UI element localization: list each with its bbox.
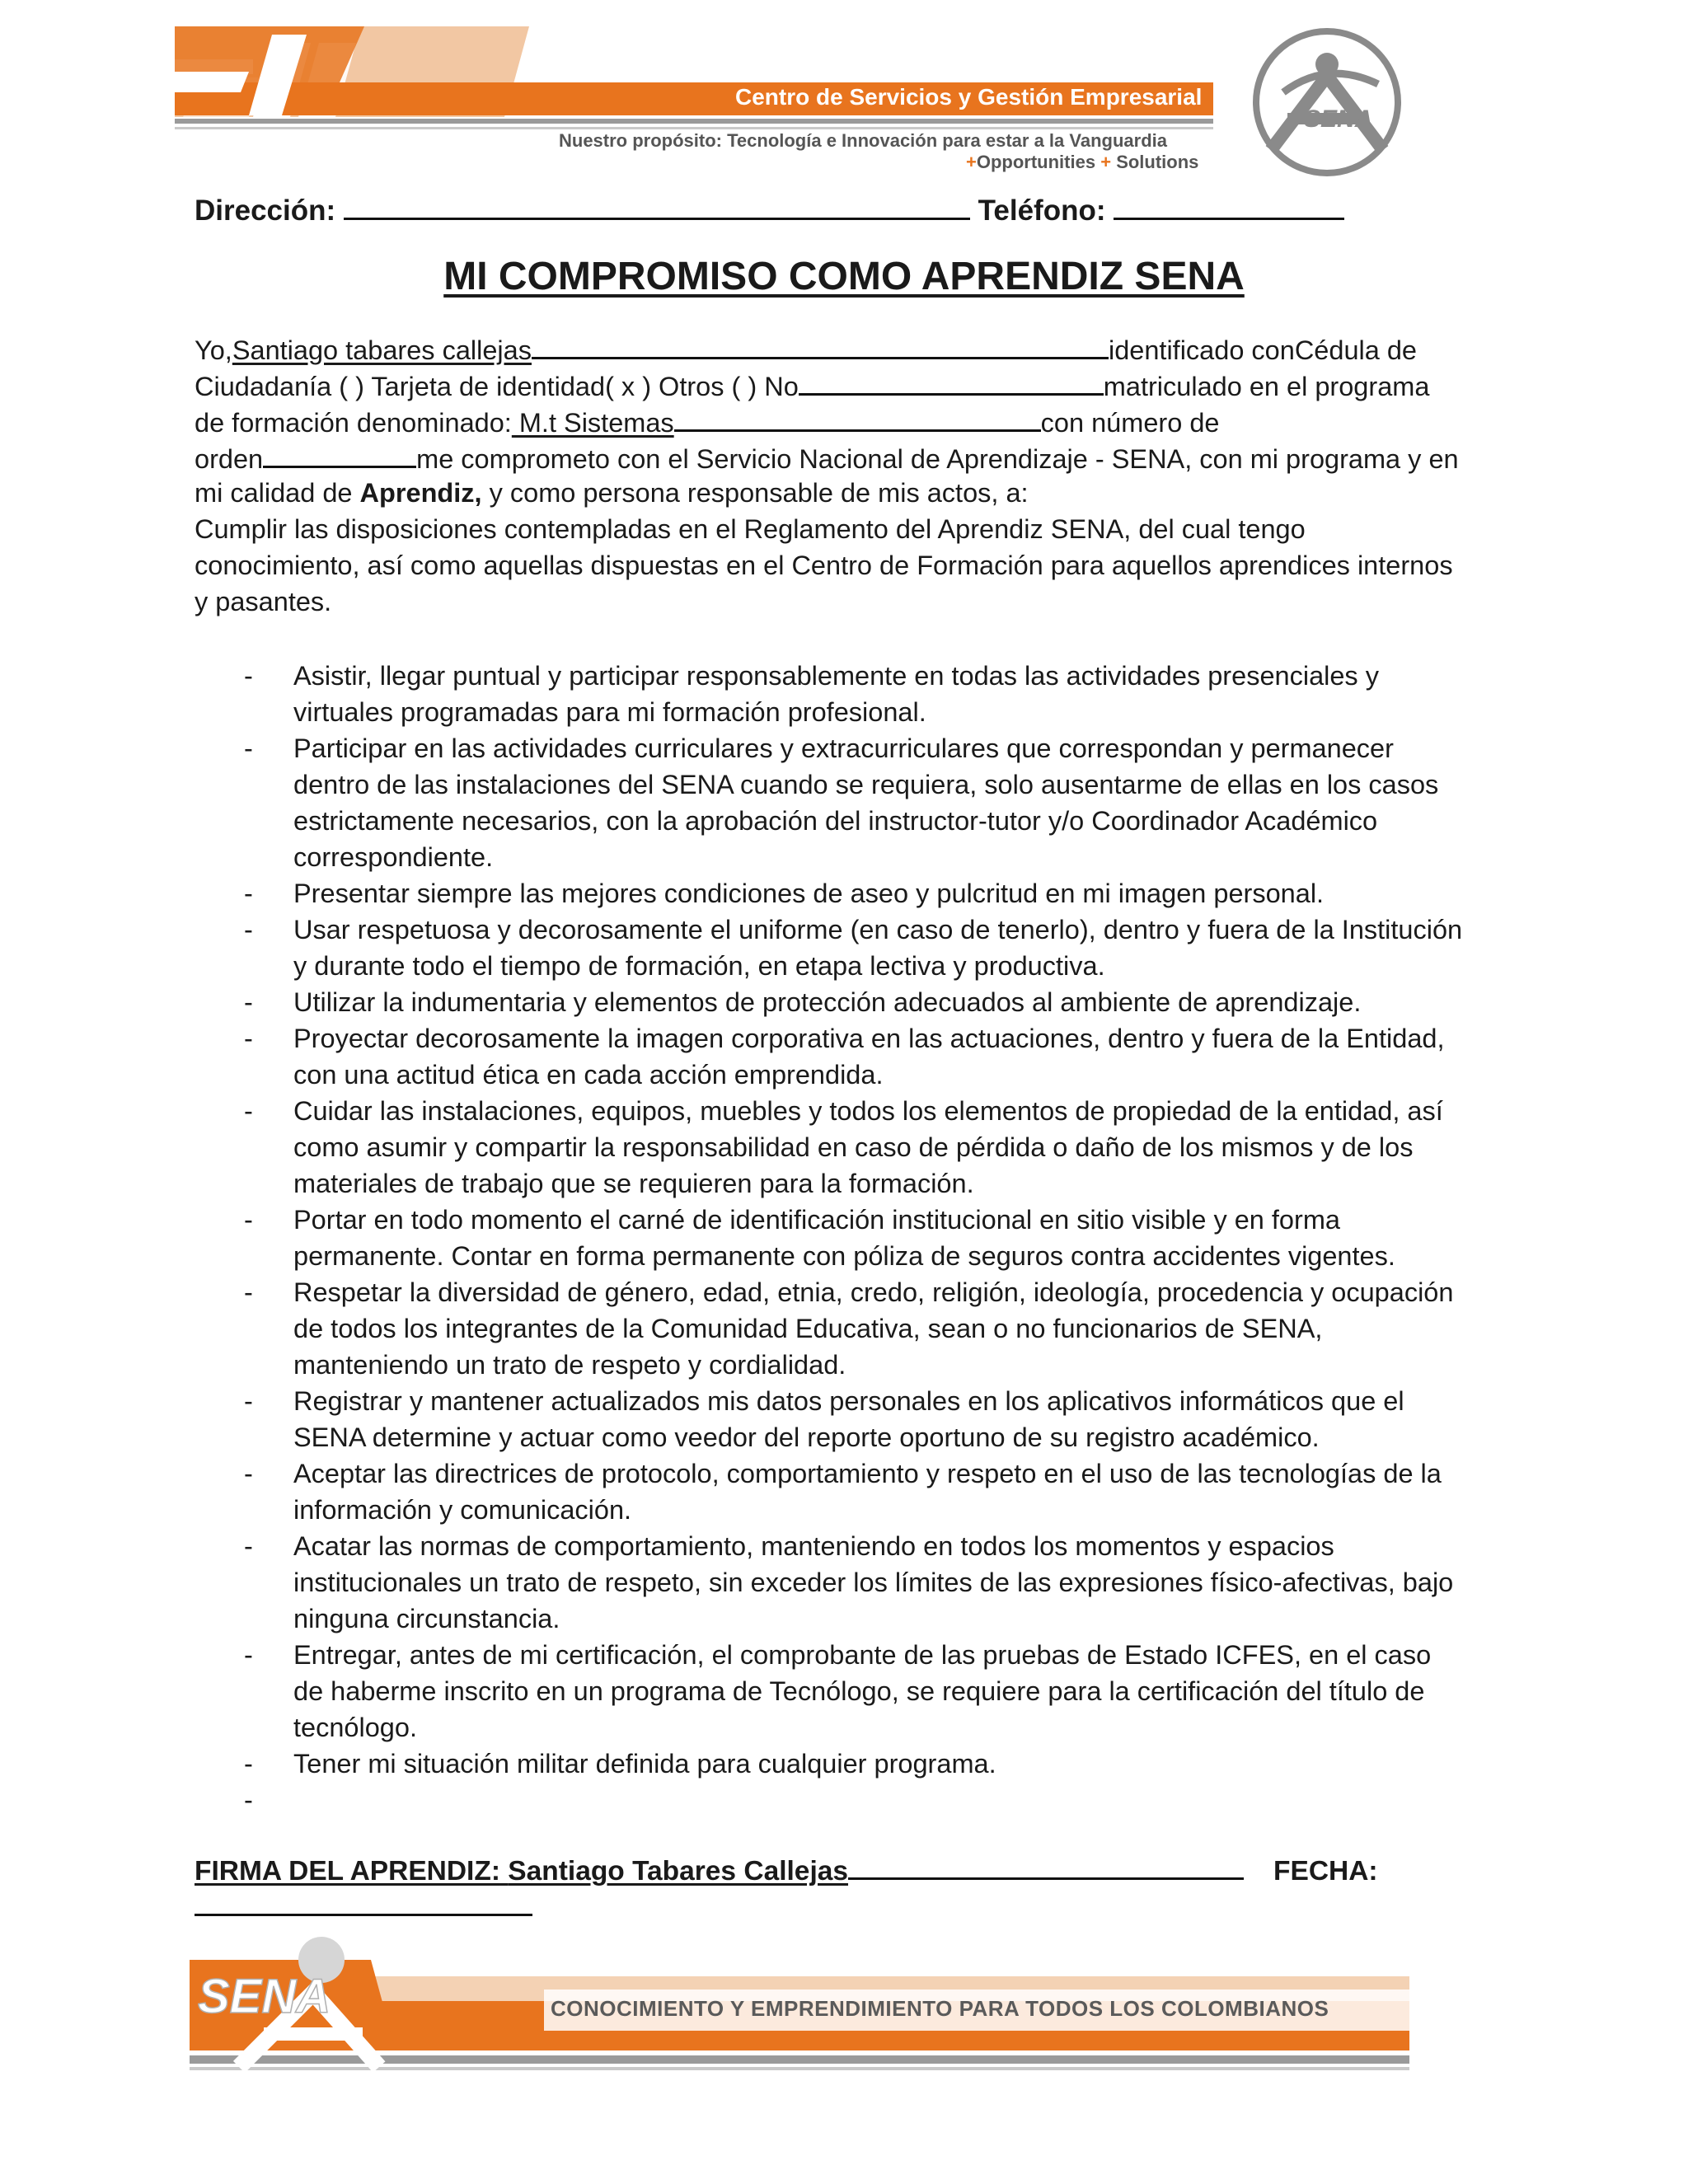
intro-line-4 bbox=[195, 438, 1505, 475]
commitment-item bbox=[195, 1274, 1513, 1383]
tagline-plus-1: + bbox=[966, 152, 977, 172]
matriculado-text: matriculado en el programa bbox=[1103, 372, 1430, 401]
mi-calidad-pre: mi calidad de bbox=[195, 478, 360, 508]
name-fill-line bbox=[532, 330, 1109, 359]
commitment-line: correspondiente. bbox=[293, 842, 494, 872]
programa-field[interactable]: M.t Sistemas bbox=[511, 408, 674, 438]
tagline-solutions: Solutions bbox=[1116, 152, 1199, 172]
commitment-item bbox=[195, 875, 1513, 912]
identificado-text: identificado conCédula de bbox=[1108, 335, 1417, 365]
commitment-line: - Registrar y mantener actualizados mis datos personales en los aplicativos informáticos que el bbox=[293, 1386, 1404, 1416]
commitment-line: como asumir y compartir la responsabilidad en caso de pérdida o daño de los mismos y de los bbox=[293, 1132, 1414, 1162]
programa-fill-line bbox=[674, 402, 1041, 432]
commitment-line: ninguna circunstancia. bbox=[293, 1604, 560, 1633]
commitment-line: - Portar en todo momento el carné de identificación institucional en sitio visible y en forma bbox=[293, 1205, 1340, 1235]
footer-banner bbox=[190, 1927, 1418, 2083]
sena-logo-icon bbox=[1256, 31, 1398, 173]
telefono-label: Teléfono: bbox=[978, 194, 1106, 227]
header-banner bbox=[175, 26, 1403, 180]
direccion-label: Dirección: bbox=[195, 194, 336, 227]
orden-field[interactable] bbox=[263, 438, 416, 468]
commitment-item bbox=[195, 1455, 1513, 1528]
commitment-line: - Aceptar las directrices de protocolo, comportamiento y respeto en el uso de las tecnologías de la bbox=[293, 1459, 1442, 1488]
commitment-line: - Acatar las normas de comportamiento, manteniendo en todos los momentos y espacios bbox=[293, 1531, 1334, 1561]
commitment-item bbox=[195, 730, 1513, 875]
intro-line-3 bbox=[195, 402, 1505, 438]
commitment-line: - Presentar siempre las mejores condiciones de aseo y pulcritud en mi imagen personal. bbox=[293, 879, 1325, 908]
aprendiz-bold: Aprendiz, bbox=[359, 478, 482, 508]
document-title: MI COMPROMISO COMO APRENDIZ SENA bbox=[443, 255, 1245, 298]
purpose-text: Nuestro propósito: Tecnología e Innovación para estar a la Vanguardia bbox=[559, 130, 1167, 151]
commitment-item bbox=[195, 1528, 1513, 1637]
firma-fill-line bbox=[848, 1853, 1244, 1880]
signature-row bbox=[195, 1853, 1414, 1891]
con-numero-text: con número de bbox=[1040, 408, 1220, 438]
intro-paragraph bbox=[195, 330, 1505, 620]
me-comprometo-text: me comprometo con el Servicio Nacional de Aprendizaje - SENA, con mi programa y en bbox=[416, 444, 1459, 474]
commitment-line: - Participar en las actividades curriculares y extracurriculares que correspondan y permanecer bbox=[293, 733, 1394, 763]
commitment-item bbox=[195, 1093, 1513, 1202]
address-row bbox=[195, 193, 1381, 234]
id-number-field[interactable] bbox=[799, 366, 1104, 396]
commitment-line: permanente. Contar en forma permanente con póliza de seguros contra accidentes vigentes. bbox=[293, 1241, 1395, 1271]
intro-line-2 bbox=[195, 366, 1505, 402]
commitment-line: estrictamente necesarios, con la aprobación del instructor-tutor y/o Coordinador Académico bbox=[293, 806, 1378, 836]
student-name-field[interactable]: Santiago tabares callejas bbox=[232, 335, 532, 365]
commitment-item bbox=[195, 984, 1513, 1020]
commitment-line: - Usar respetuosa y decorosamente el uniforme (en caso de tenerlo), dentro y fuera de la Institución bbox=[293, 915, 1463, 944]
id-types-text: Ciudadanía ( ) Tarjeta de identidad( x ) Otros ( ) No bbox=[195, 372, 799, 401]
commitment-item bbox=[195, 1020, 1513, 1093]
commitment-line: - Respetar la diversidad de género, edad, etnia, credo, religión, ideología, procedencia y ocupación bbox=[293, 1277, 1454, 1307]
tagline-opportunities: Opportunities bbox=[976, 152, 1096, 172]
tagline-plus-2: + bbox=[1100, 152, 1112, 172]
commitment-line: - Entregar, antes de mi certificación, el comprobante de las pruebas de Estado ICFES, en el caso bbox=[293, 1640, 1432, 1670]
footer-logo-text: SENA bbox=[198, 1970, 331, 2023]
tagline bbox=[966, 152, 1198, 173]
commitment-line: SENA determine y actuar como veedor del reporte oportuno de su registro académico. bbox=[293, 1422, 1320, 1452]
cumplir-line-1: Cumplir las disposiciones contempladas en el Reglamento del Aprendiz SENA, del cual tengo bbox=[195, 514, 1306, 544]
commitment-line: institucionales un trato de respeto, sin exceder los límites de las expresiones físico-afectivas, bajo bbox=[293, 1568, 1454, 1597]
commitment-item bbox=[195, 1782, 1513, 1818]
commitment-line: y durante todo el tiempo de formación, en etapa lectiva y productiva. bbox=[293, 951, 1105, 981]
yo-text: Yo, bbox=[195, 335, 232, 365]
commitment-line: materiales de trabajo que se requieren para la formación. bbox=[293, 1169, 974, 1198]
commitment-line: - Asistir, llegar puntual y participar responsablemente en todas las actividades presenciales y bbox=[293, 661, 1379, 691]
firma-label: FIRMA DEL APRENDIZ: bbox=[195, 1856, 500, 1886]
center-name: Centro de Servicios y Gestión Empresarial bbox=[735, 84, 1203, 110]
commitment-line bbox=[293, 1782, 1513, 1818]
intro-line-1 bbox=[195, 330, 1505, 366]
commitment-line: - Proyectar decorosamente la imagen corporativa en las actuaciones, dentro y fuera de la Entidad, bbox=[293, 1024, 1445, 1053]
intro-line-5 bbox=[195, 475, 1505, 511]
mi-calidad-post: y como persona responsable de mis actos, a: bbox=[481, 478, 1029, 508]
firma-name-field[interactable]: Santiago Tabares Callejas bbox=[508, 1856, 849, 1886]
commitment-item bbox=[195, 1202, 1513, 1274]
cumplir-line-3: y pasantes. bbox=[195, 587, 332, 616]
fecha-field-line[interactable] bbox=[195, 1914, 532, 1916]
direccion-field[interactable] bbox=[344, 193, 970, 220]
commitment-line: de haberme inscrito en un programa de Tecnólogo, se requiere para la certificación del título de bbox=[293, 1676, 1425, 1706]
commitment-line: dentro de las instalaciones del SENA cuando se requiera, solo ausentarme de ellas en los casos bbox=[293, 770, 1439, 799]
commitment-item bbox=[195, 1746, 1513, 1782]
footer-slogan: CONOCIMIENTO Y EMPRENDIMIENTO PARA TODOS LOS COLOMBIANOS bbox=[551, 1996, 1329, 2021]
commitment-line: de todos los integrantes de la Comunidad Educativa, sean o no funcionarios de SENA, bbox=[293, 1314, 1323, 1343]
orden-text: orden bbox=[195, 444, 264, 474]
commitment-item bbox=[195, 1383, 1513, 1455]
commitment-item bbox=[195, 912, 1513, 984]
commitment-line: - Tener mi situación militar definida para cualquier programa. bbox=[293, 1749, 996, 1779]
commitment-item bbox=[195, 1637, 1513, 1746]
commitment-line: virtuales programadas para mi formación profesional. bbox=[293, 697, 926, 727]
commitment-item bbox=[195, 658, 1513, 730]
telefono-field[interactable] bbox=[1114, 193, 1344, 220]
commitment-line: - Cuidar las instalaciones, equipos, muebles y todos los elementos de propiedad de la entidad, así bbox=[293, 1096, 1443, 1126]
commitment-line: información y comunicación. bbox=[293, 1495, 632, 1525]
programa-label: de formación denominado: bbox=[195, 408, 512, 438]
commitment-line: tecnólogo. bbox=[293, 1713, 417, 1742]
fecha-label: FECHA: bbox=[1273, 1856, 1378, 1886]
header-logo-text: SENA bbox=[1304, 105, 1373, 133]
commitment-line: manteniendo un trato de respeto y cordialidad. bbox=[293, 1350, 846, 1380]
cumplir-line-2: conocimiento, así como aquellas dispuestas en el Centro de Formación para aquellos aprendices internos bbox=[195, 551, 1453, 580]
commitment-line: con una actitud ética en cada acción emprendida. bbox=[293, 1060, 884, 1090]
commitment-list bbox=[195, 658, 1513, 1818]
commitment-line: - Utilizar la indumentaria y elementos de protección adecuados al ambiente de aprendizaje. bbox=[293, 987, 1362, 1017]
